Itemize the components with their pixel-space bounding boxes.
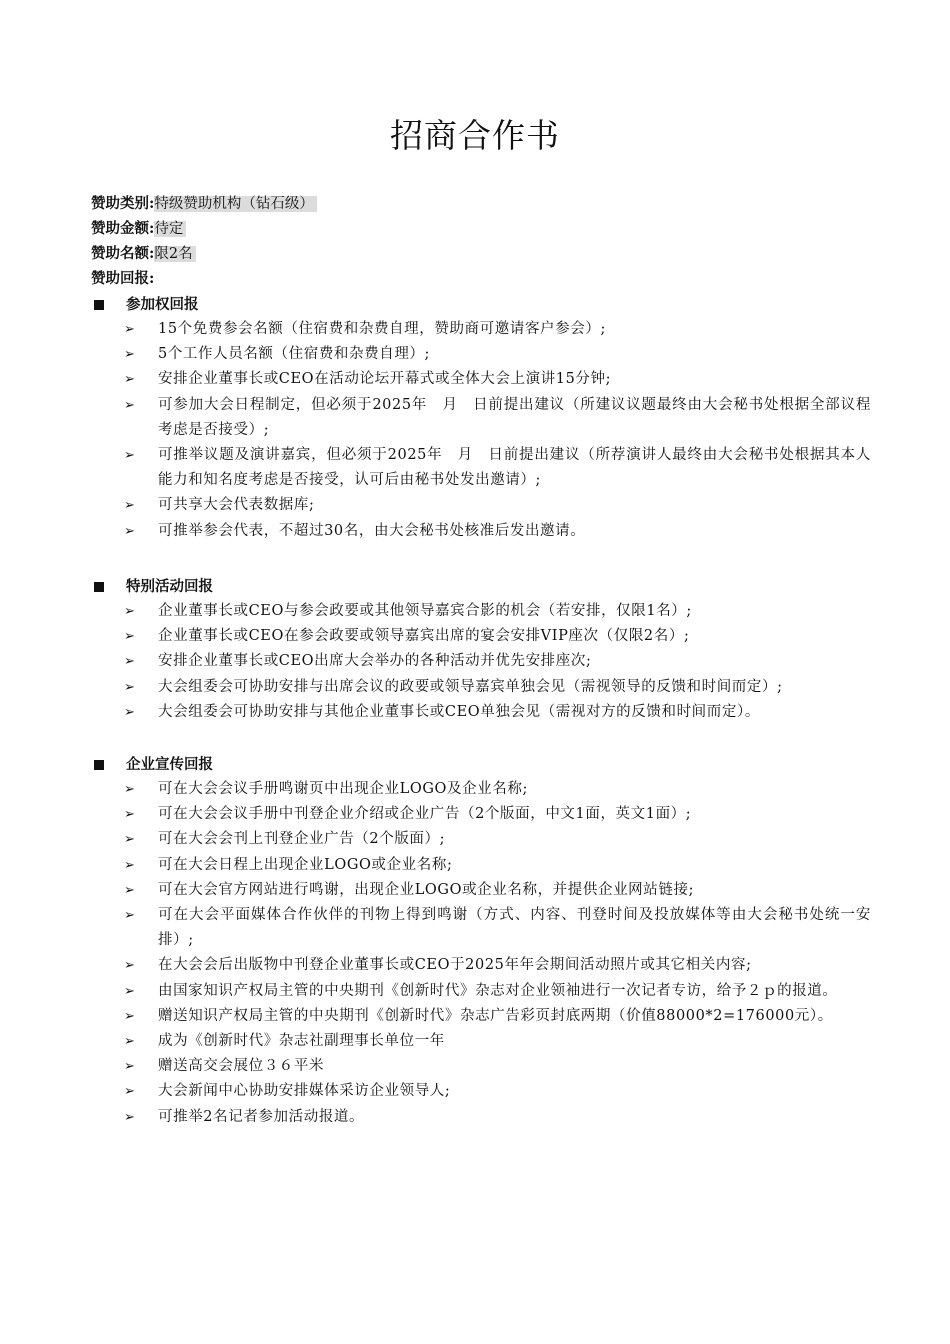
section-heading xyxy=(91,292,871,317)
arrow-bullet-icon xyxy=(124,1004,138,1029)
arrow-bullet-icon xyxy=(124,493,138,518)
arrow-bullet-icon xyxy=(124,878,138,903)
black-square-icon xyxy=(94,582,104,592)
list-item xyxy=(91,777,871,802)
sponsor-category-label: 赞助类别: xyxy=(91,195,155,212)
sponsor-quota-row xyxy=(91,241,317,266)
list-item-text: 可参加大会日程制定，但必须于2025年 月 日前提出建议（所建议议题最终由大会秘书处根据全部议程考虑是否接受）; xyxy=(158,396,871,438)
list-item xyxy=(91,367,871,392)
list-item-text: 可在大会官方网站进行鸣谢，出现企业LOGO或企业名称，并提供企业网站链接; xyxy=(158,881,695,898)
list-item-text: 成为《创新时代》杂志社副理事长单位一年 xyxy=(158,1033,445,1050)
black-square-icon xyxy=(94,760,104,770)
arrow-bullet-icon xyxy=(124,317,138,342)
sponsor-amount-value: 待定 xyxy=(154,221,186,237)
list-item-text: 可在大会平面媒体合作伙伴的刊物上得到鸣谢（方式、内容、刊登时间及投放媒体等由大会秘书处统一安排）; xyxy=(158,907,871,949)
section-item-list xyxy=(91,599,871,725)
sponsor-quota-label: 赞助名额: xyxy=(91,245,155,262)
arrow-bullet-icon xyxy=(124,802,138,827)
list-item xyxy=(91,1105,871,1130)
sponsor-returns-row xyxy=(91,266,317,291)
sponsor-quota-value: 限2名 xyxy=(154,246,195,262)
list-item xyxy=(91,827,871,852)
arrow-bullet-icon xyxy=(124,599,138,624)
arrow-bullet-icon xyxy=(124,1079,138,1104)
list-item xyxy=(91,443,871,493)
arrow-bullet-icon xyxy=(124,443,138,468)
section-participation-returns xyxy=(91,292,871,544)
arrow-bullet-icon xyxy=(124,777,138,802)
list-item xyxy=(91,878,871,903)
list-item-text: 15个免费参会名额（住宿费和杂费自理，赞助商可邀请客户参会）; xyxy=(158,321,606,337)
list-item-text: 可在大会会议手册鸣谢页中出现企业LOGO及企业名称; xyxy=(158,781,528,797)
list-item-text: 企业董事长或CEO在参会政要或领导嘉宾出席的宴会安排VIP座次（仅限2名）; xyxy=(158,628,690,645)
list-item xyxy=(91,802,871,827)
list-item-text: 5个工作人员名额（住宿费和杂费自理）; xyxy=(158,346,431,363)
list-item-text: 可推举2名记者参加活动报道。 xyxy=(158,1108,365,1125)
section-heading-text: 参加权回报 xyxy=(126,296,199,313)
section-heading xyxy=(91,752,871,777)
arrow-bullet-icon xyxy=(124,1105,138,1130)
sponsor-amount-row xyxy=(91,216,317,241)
list-item-text: 安排企业董事长或CEO在活动论坛开幕式或全体大会上演讲15分钟; xyxy=(158,371,612,388)
list-item-text: 可在大会会议手册中刊登企业介绍或企业广告（2个版面，中文1面，英文1面）; xyxy=(158,806,692,823)
list-item xyxy=(91,953,871,978)
list-item xyxy=(91,979,871,1004)
arrow-bullet-icon xyxy=(124,1054,138,1079)
section-heading-text: 企业宣传回报 xyxy=(126,756,213,773)
arrow-bullet-icon xyxy=(124,624,138,649)
list-item-text: 赠送知识产权局主管的中央期刊《创新时代》杂志广告彩页封底两期（价值88000*2=176000元）。 xyxy=(158,1007,833,1024)
list-item-text: 赠送高交会展位３６平米 xyxy=(158,1058,325,1075)
list-item-text: 可推举参会代表，不超过30名，由大会秘书处核准后发出邀请。 xyxy=(158,522,586,539)
arrow-bullet-icon xyxy=(124,342,138,367)
list-item xyxy=(91,1054,871,1079)
list-item xyxy=(91,599,871,624)
list-item xyxy=(91,493,871,518)
list-item xyxy=(91,1004,871,1029)
arrow-bullet-icon xyxy=(124,1029,138,1054)
black-square-icon xyxy=(94,300,104,310)
list-item-text: 大会组委会可协助安排与其他企业董事长或CEO单独会见（需视对方的反馈和时间而定）。 xyxy=(158,703,760,720)
arrow-bullet-icon xyxy=(124,903,138,928)
section-item-list xyxy=(91,777,871,1130)
list-item-text: 由国家知识产权局主管的中央期刊《创新时代》杂志对企业领袖进行一次记者专访，给予２ｐ的报道。 xyxy=(158,982,838,999)
arrow-bullet-icon xyxy=(124,979,138,1004)
arrow-bullet-icon xyxy=(124,675,138,700)
sponsor-returns-label: 赞助回报: xyxy=(91,270,155,287)
sponsorship-info xyxy=(91,191,317,291)
sponsor-amount-label: 赞助金额: xyxy=(91,220,155,237)
list-item xyxy=(91,317,871,342)
list-item-text: 可推举议题及演讲嘉宾，但必须于2025年 月 日前提出建议（所荐演讲人最终由大会秘书处根据其本人能力和知名度考虑是否接受，认可后由秘书处发出邀请）; xyxy=(158,447,871,489)
list-item-text: 可在大会会刊上刊登企业广告（2个版面）; xyxy=(158,831,446,848)
arrow-bullet-icon xyxy=(124,700,138,725)
list-item xyxy=(91,1079,871,1104)
list-item-text: 企业董事长或CEO与参会政要或其他领导嘉宾合影的机会（若安排，仅限1名）; xyxy=(158,603,692,619)
list-item xyxy=(91,342,871,367)
arrow-bullet-icon xyxy=(124,853,138,878)
document-title: 招商合作书 xyxy=(390,116,560,155)
list-item xyxy=(91,675,871,700)
section-heading-text: 特别活动回报 xyxy=(126,578,213,595)
list-item xyxy=(91,1029,871,1054)
list-item-text: 大会组委会可协助安排与出席会议的政要或领导嘉宾单独会见（需视领导的反馈和时间而定）; xyxy=(158,678,783,695)
list-item-text: 可共享大会代表数据库; xyxy=(158,497,315,514)
list-item xyxy=(91,853,871,878)
list-item-text: 大会新闻中心协助安排媒体采访企业领导人; xyxy=(158,1083,451,1100)
arrow-bullet-icon xyxy=(124,367,138,392)
list-item-text: 在大会会后出版物中刊登企业董事长或CEO于2025年年会期间活动照片或其它相关内容; xyxy=(158,957,752,974)
section-item-list xyxy=(91,317,871,544)
sponsor-category-value: 特级赞助机构（钻石级） xyxy=(154,196,317,212)
arrow-bullet-icon xyxy=(124,519,138,544)
section-special-activity-returns xyxy=(91,574,871,725)
list-item-text: 安排企业董事长或CEO出席大会举办的各种活动并优先安排座次; xyxy=(158,653,592,670)
arrow-bullet-icon xyxy=(124,953,138,978)
section-corporate-promotion-returns xyxy=(91,752,871,1130)
arrow-bullet-icon xyxy=(124,393,138,418)
list-item xyxy=(91,519,871,544)
list-item xyxy=(91,903,871,953)
section-heading xyxy=(91,574,871,599)
list-item-text: 可在大会日程上出现企业LOGO或企业名称; xyxy=(158,856,453,873)
list-item xyxy=(91,700,871,725)
arrow-bullet-icon xyxy=(124,827,138,852)
arrow-bullet-icon xyxy=(124,649,138,674)
list-item xyxy=(91,393,871,443)
list-item xyxy=(91,649,871,674)
sponsor-category-row xyxy=(91,191,317,216)
list-item xyxy=(91,624,871,649)
